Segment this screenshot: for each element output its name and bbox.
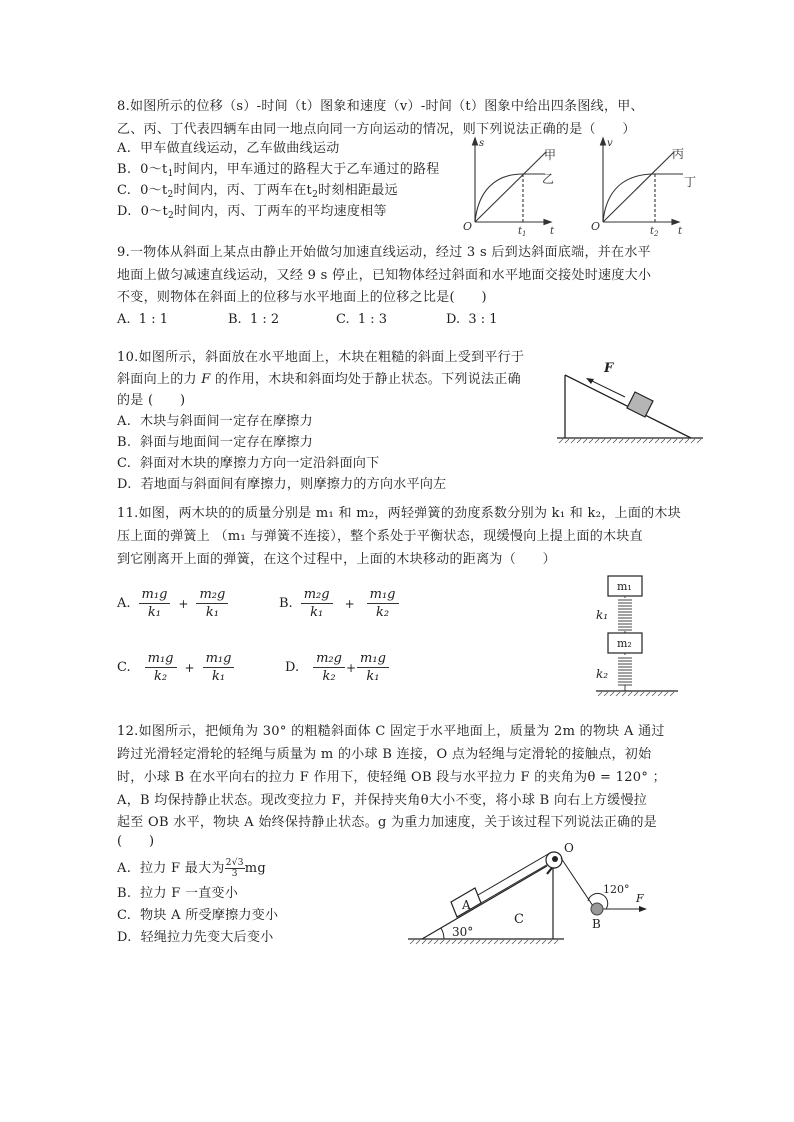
q9-stem-line1: 9.一物体从斜面上某点由静止开始做匀加速直线运动，经过 3 s 后到达斜面底端，并在水平 xyxy=(117,245,651,260)
q10-incline-figure xyxy=(555,355,705,450)
q12-option-d[interactable] xyxy=(117,930,274,946)
option-text: 0～t xyxy=(140,162,168,177)
ball-label: B xyxy=(592,917,601,931)
q11-option-a[interactable] xyxy=(117,586,228,621)
fraction: $\frac{\text{m₁g}}{\text{k₁}}$ xyxy=(357,650,389,685)
block-m2-label: m₂ xyxy=(617,637,632,650)
option-text: 1 : 2 xyxy=(249,312,280,327)
incline-surface xyxy=(422,866,547,939)
option-text: 拉力 F 一直变小 xyxy=(140,886,239,901)
fraction: $\frac{\text{m₂g}}{\text{k₁}}$ xyxy=(301,586,333,621)
rope-angle-label: 120° xyxy=(603,883,630,896)
q8-option-b[interactable] xyxy=(117,162,440,182)
q12-option-a[interactable] xyxy=(117,858,266,880)
q8-vt-graph xyxy=(588,136,698,236)
option-label: D. xyxy=(285,660,300,675)
fraction: $\frac{\text{m₁g}}{\text{k₁}}$ xyxy=(139,586,171,621)
option-text: 1 : 3 xyxy=(357,312,388,327)
q9-option-b[interactable] xyxy=(228,312,279,328)
option-text: 木块与斜面间一定存在摩擦力 xyxy=(140,414,313,429)
q8-stem-line1: 8.如图所示的位移（s）-时间（t）图象和速度（v）-时间（t）图象中给出四条图线，甲、 xyxy=(117,99,644,114)
tick-label-t2: $t_2$ xyxy=(650,226,659,238)
option-text: 时间内，丙、丁两车在t xyxy=(173,183,313,198)
q10-option-c[interactable] xyxy=(117,456,380,472)
option-label: D. xyxy=(117,930,132,945)
q12-stem-line1: 12.如图所示，把倾角为 30° 的粗糙斜面体 C 固定于水平地面上，质量为 2m 的物块 A 通过 xyxy=(117,724,665,739)
option-text: 斜面对木块的摩擦力方向一定沿斜面向下 xyxy=(140,456,380,471)
subscript: 2 xyxy=(312,190,319,200)
spring-k1-label: k₁ xyxy=(596,608,609,622)
line-label-jia: 甲 xyxy=(544,148,557,162)
fraction: $\frac{\text{m₂g}}{\text{k₂}}$ xyxy=(313,650,345,685)
text: 斜面向上的力 xyxy=(117,372,202,387)
option-text: 时间内，丙、丁两车的平均速度相等 xyxy=(174,204,387,219)
q10-option-a[interactable] xyxy=(117,414,313,430)
q9-option-d[interactable] xyxy=(446,312,498,328)
block-a-label: A xyxy=(462,898,471,912)
force-label: F xyxy=(636,892,644,905)
spring-k2-label: k₂ xyxy=(596,667,609,681)
text: 的作用，木块和斜面均处于静止状态。下列说法正确 xyxy=(210,372,521,387)
subscript: 2 xyxy=(167,211,175,221)
option-text: 0～t xyxy=(140,183,168,198)
q10-option-b[interactable] xyxy=(117,435,313,451)
x-axis-label: t xyxy=(678,226,683,237)
fraction: $\frac{2√3}{3}$ xyxy=(225,858,244,879)
option-text: 物块 A 所受摩擦力变小 xyxy=(140,908,279,923)
subscript: 2 xyxy=(167,190,174,200)
q12-stem-line4: A，B 均保持静止状态。现改变拉力 F，并保持夹角θ大小不变，将小球 B 向右上方缓慢拉 xyxy=(117,793,648,808)
plus-sign: + xyxy=(344,596,355,611)
q12-option-b[interactable] xyxy=(117,886,238,902)
option-label: D. xyxy=(117,477,132,492)
option-label: D. xyxy=(446,312,461,327)
spring-k2 xyxy=(618,653,632,691)
option-label: A. xyxy=(117,414,132,429)
q8-stem-line2: 乙、丙、丁代表四辆车由同一地点向同一方向运动的情况，则下列说法正确的是（ ） xyxy=(117,122,636,137)
line-label-bing: 丙 xyxy=(672,147,685,161)
incline-angle-label: 30° xyxy=(452,925,474,939)
option-label: C. xyxy=(117,456,132,471)
block-m1-label: m₁ xyxy=(617,580,632,593)
option-label: A. xyxy=(117,861,132,876)
option-text: 拉力 F 最大为 xyxy=(140,861,225,876)
option-text: 时间内，甲车通过的路程大于乙车通过的路程 xyxy=(173,162,440,177)
force-label: F xyxy=(604,361,614,376)
subscript: 1 xyxy=(167,169,174,179)
y-axis-label: v xyxy=(607,138,613,149)
q11-stem-line2: 压上面的弹簧上 （m₁ 与弹簧不连接），整个系处于平衡状态，现缓慢向上提上面的木块直 xyxy=(117,529,643,544)
q8-option-d[interactable] xyxy=(117,204,387,224)
q11-option-b[interactable] xyxy=(279,586,399,621)
origin-label: O xyxy=(463,220,473,233)
option-label: C. xyxy=(336,312,350,327)
option-label: A. xyxy=(117,141,132,156)
option-text: 甲车做直线运动，乙车做曲线运动 xyxy=(140,141,340,156)
ball-b xyxy=(591,903,603,915)
option-label: D. xyxy=(117,204,132,219)
q8-option-c[interactable] xyxy=(117,183,398,203)
force-arrow-icon xyxy=(586,378,594,384)
option-label: A. xyxy=(117,312,131,327)
q10-option-d[interactable] xyxy=(117,477,446,493)
pulley-label: O xyxy=(564,841,574,855)
fraction: $\frac{\text{m₁g}}{\text{k₂}}$ xyxy=(145,650,177,685)
q12-stem-line5: 起至 OB 水平，物块 A 始终保持静止状态。g 为重力加速度，关于该过程下列说法正确的是 xyxy=(117,815,658,830)
q12-pulley-figure xyxy=(404,838,674,948)
option-text: 时刻相距最远 xyxy=(318,183,398,198)
q8-st-graph xyxy=(460,136,560,236)
line-label-ding: 丁 xyxy=(684,175,697,189)
q9-option-a[interactable] xyxy=(117,312,168,328)
tick-label-t1: $t_1$ xyxy=(518,226,527,238)
option-label: A. xyxy=(117,596,131,611)
option-text: 3 : 1 xyxy=(468,312,498,327)
y-axis-label: s xyxy=(479,138,485,149)
option-label: B. xyxy=(279,596,293,611)
spring-k1 xyxy=(618,596,632,633)
x-axis-label: t xyxy=(550,226,555,237)
wedge-label: C xyxy=(514,912,524,927)
wooden-block xyxy=(627,392,653,417)
q11-option-d[interactable] xyxy=(285,650,389,685)
fraction: $\frac{\text{m₁g}}{\text{k₂}}$ xyxy=(367,586,399,621)
q11-stem-line3: 到它刚离开上面的弹簧，在这个过程中，上面的木块移动的距离为（ ） xyxy=(117,552,556,567)
option-label: C. xyxy=(117,183,132,198)
q10-stem-line1: 10.如图所示，斜面放在水平地面上，木块在粗糙的斜面上受到平行于 xyxy=(117,350,525,365)
q12-stem-line2: 跨过光滑轻定滑轮的轻绳与质量为 m 的小球 B 连接，O 点为轻绳与定滑轮的接触点，初始 xyxy=(117,747,652,762)
option-label: C. xyxy=(117,660,131,675)
plus-sign: + xyxy=(184,660,195,675)
option-text: 轻绳拉力先变大后变小 xyxy=(140,930,274,945)
q12-option-c[interactable] xyxy=(117,908,278,924)
q11-option-c[interactable] xyxy=(117,650,234,685)
option-text: mg xyxy=(244,861,267,876)
option-label: C. xyxy=(117,908,132,923)
plus-sign: + xyxy=(345,660,357,675)
q8-option-a[interactable] xyxy=(117,141,340,157)
q11-spring-figure xyxy=(592,574,684,704)
option-label: B. xyxy=(228,312,242,327)
var-f: F xyxy=(201,372,211,387)
q9-option-c[interactable] xyxy=(336,312,387,328)
option-label: B. xyxy=(117,162,132,177)
q9-stem-line3: 不变，则物体在斜面上的位移与水平地面上的位移之比是( ) xyxy=(117,290,487,305)
option-text: 斜面与地面间一定存在摩擦力 xyxy=(140,435,314,450)
line-label-yi: 乙 xyxy=(542,172,555,186)
q12-stem-line6: ( ) xyxy=(117,834,155,849)
option-text: 0～t xyxy=(140,204,168,219)
q11-stem-line1: 11.如图，两木块的的质量分别是 m₁ 和 m₂，两轻弹簧的劲度系数分别为 k₁ 和 k₂，上面的木块 xyxy=(117,506,682,521)
option-label: B. xyxy=(117,886,132,901)
q12-stem-line3: 时，小球 B 在水平向右的拉力 F 作用下，使轻绳 OB 段与水平拉力 F 的夹角为θ = 120° ； xyxy=(117,770,666,785)
fraction: $\frac{\text{m₁g}}{\text{k₁}}$ xyxy=(203,650,235,685)
q10-stem-line3: 的是 ( ) xyxy=(117,393,186,408)
fraction: $\frac{\text{m₂g}}{\text{k₁}}$ xyxy=(196,586,228,621)
q9-stem-line2: 地面上做匀减速直线运动，又经 9 s 停止，已知物体经过斜面和水平地面交接处时速度大小 xyxy=(117,268,652,283)
force-arrow-icon xyxy=(639,906,647,912)
option-label: B. xyxy=(117,435,132,450)
origin-label: O xyxy=(591,220,601,233)
option-text: 1 : 1 xyxy=(138,312,168,327)
plus-sign: + xyxy=(178,596,189,611)
option-text: 若地面与斜面间有摩擦力，则摩擦力的方向水平向左 xyxy=(140,477,447,492)
q10-stem-line2 xyxy=(117,372,521,388)
